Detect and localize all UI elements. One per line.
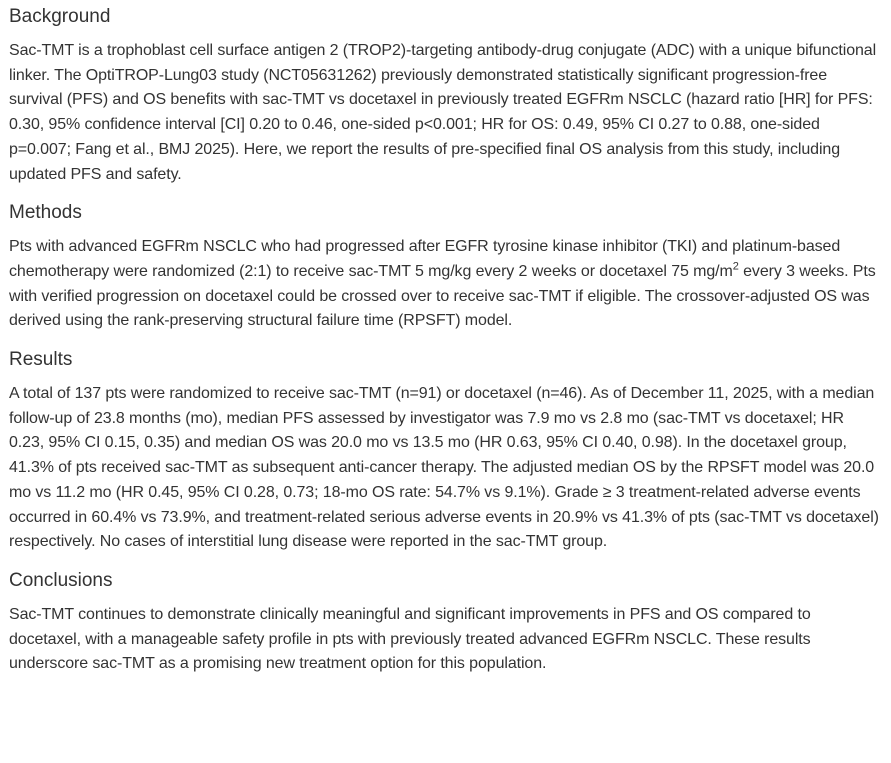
methods-text-part2: every 3 weeks. Pts with verified progression on docetaxel could be crossed over to receive sac-TMT if eligible. The crossover-adjusted OS was derived using the rank-preserving structural failure time (RPSFT) model. <box>9 262 876 330</box>
background-text: Sac-TMT is a trophoblast cell surface antigen 2 (TROP2)-targeting antibody-drug conjugate (ADC) with a unique bifunctional linker. The OptiTROP-Lung03 study (NCT05631262) previously demonstrated statistically significant progression-free survival (PFS) and OS benefits with sac-TMT vs docetaxel in previously treated EGFRm NSCLC (hazard ratio [HR] for PFS: 0.30, 95% confidence interval [CI] 0.20 to 0.46, one-sided p<0.001; HR for OS: 0.49, 95% CI 0.27 to 0.88, one-sided p=0.007; Fang et al., BMJ 2025). Here, we report the results of pre-specified final OS analysis from this study, including updated PFS and safety. <box>9 42 877 183</box>
conclusions-section <box>9 569 882 677</box>
methods-section <box>9 201 882 334</box>
background-section <box>9 5 882 187</box>
conclusions-heading: Conclusions <box>9 569 113 591</box>
results-section <box>9 348 882 555</box>
methods-superscript: 2 <box>732 260 739 273</box>
results-heading: Results <box>9 349 73 371</box>
methods-text <box>9 235 882 334</box>
methods-text-part1: Pts with advanced EGFRm NSCLC who had progressed after EGFR tyrosine kinase inhibitor (TKI) and platinum-based chemotherapy were randomized (2:1) to receive sac-TMT 5 mg/kg every 2 weeks or docetaxel 75 mg/m <box>9 238 841 280</box>
conclusions-text: Sac-TMT continues to demonstrate clinically meaningful and significant improvements in PFS and OS compared to docetaxel, with a manageable safety profile in pts with previously treated advanced EGFRm NSCLC. These results underscore sac-TMT as a promising new treatment option for this population. <box>9 605 811 673</box>
methods-heading: Methods <box>9 202 82 224</box>
background-heading: Background <box>9 6 111 27</box>
results-text: A total of 137 pts were randomized to receive sac-TMT (n=91) or docetaxel (n=46). As of December 11, 2025, with a median follow-up of 23.8 months (mo), median PFS assessed by investigator was 7.9 mo vs 2.8 mo (sac-TMT vs docetaxel; HR 0.23, 95% CI 0.15, 0.35) and median OS was 20.0 mo vs 13.5 mo (HR 0.63, 95% CI 0.40, 0.98). In the docetaxel group, 41.3% of pts received sac-TMT as subsequent anti-cancer therapy. The adjusted median OS by the RPSFT model was 20.0 mo vs 11.2 mo (HR 0.45, 95% CI 0.28, 0.73; 18-mo OS rate: 54.7% vs 9.1%). Grade ≥ 3 treatment-related adverse events occurred in 60.4% vs 73.9%, and treatment-related serious adverse events in 20.9% vs 41.3% of pts (sac-TMT vs docetaxel) respectively. No cases of interstitial lung disease were reported in the sac-TMT group. <box>9 385 879 551</box>
